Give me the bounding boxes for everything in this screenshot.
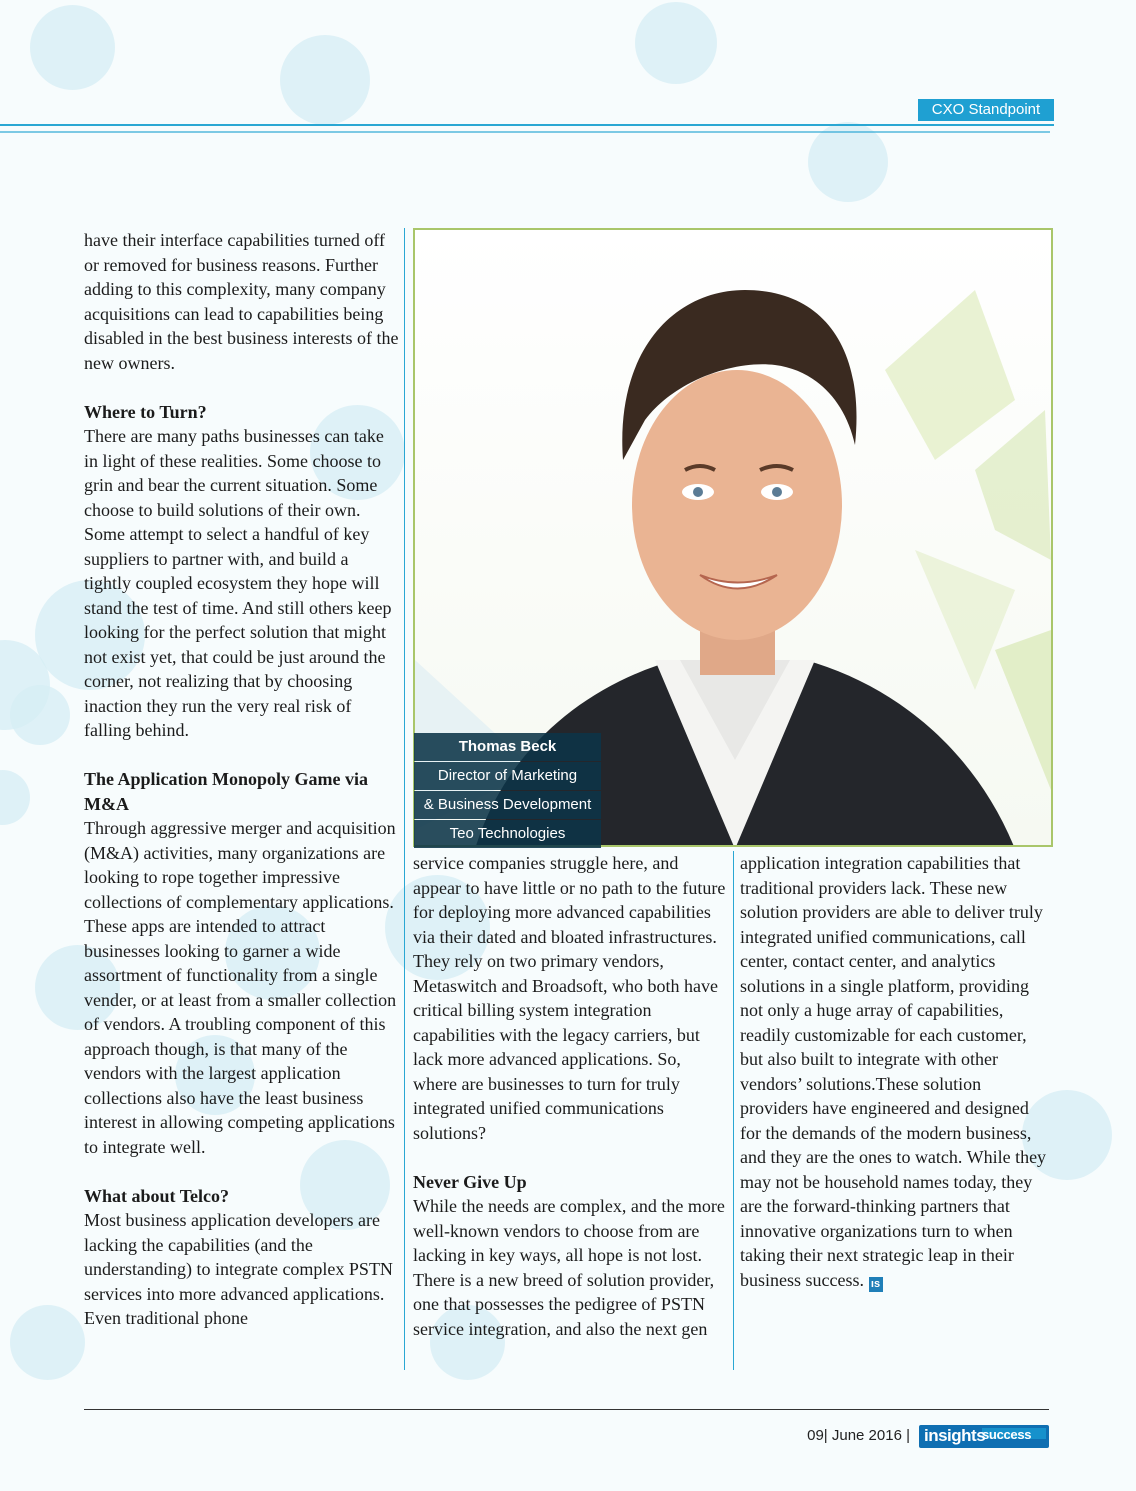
paragraph: Most business application developers are lacking the capabilities (and the understanding) to integrate complex PSTN services into more advanced applications. Even traditional phone xyxy=(84,1210,393,1328)
paragraph: While the needs are complex, and the more well-known vendors to choose from are lacking in key ways, all hope is not lost. There is a new breed of solution provider, one that possesses the pedigree of PSTN service integration, and also the next gen xyxy=(413,1196,725,1339)
page-info: 09| June 2016 | xyxy=(807,1427,910,1444)
background-bubble xyxy=(30,5,115,90)
caption-title-line2: & Business Development xyxy=(414,791,601,819)
paragraph-text: application integration capabilities that traditional providers lack. These new solution providers are able to deliver truly integrated unified communications, call center, contact center, and analytics solutions in a single platform, providing not only a huge array of capabilities, readily customizable for each customer, but also built to integrate with other vendors’ solutions.These solution providers have engineered and designed for the demands of the modern business, and they are the ones to watch. While they may not be household names today, they are the forward-thinking partners that innovative organizations turn to when taking their next strategic leap in their business success. xyxy=(740,853,1047,1290)
background-bubble xyxy=(808,122,888,202)
section-heading: Where to Turn? xyxy=(84,401,207,422)
logo-word-insights: insights xyxy=(924,1426,986,1445)
column-divider xyxy=(404,228,405,1370)
caption-company: Teo Technologies xyxy=(414,820,601,848)
background-bubble xyxy=(635,2,717,84)
middle-column xyxy=(413,851,728,1341)
footer-rule xyxy=(84,1409,1049,1410)
header-rule xyxy=(0,131,1050,133)
caption-title-line1: Director of Marketing xyxy=(414,762,601,790)
logo-word-success: success xyxy=(982,1427,1032,1442)
background-bubble xyxy=(10,1305,85,1380)
background-bubble xyxy=(280,35,370,125)
column-divider xyxy=(733,851,734,1370)
paragraph xyxy=(740,851,1052,1292)
caption-name: Thomas Beck xyxy=(414,733,601,761)
left-column xyxy=(84,228,399,1331)
paragraph: service companies struggle here, and appear to have little or no path to the future for deploying more advanced capabilities via their dated and bloated infrastructures. They rely on two primary vendors, Metaswitch and Broadsoft, who both have critical billing system integration capabilities with the legacy carriers, but lack more advanced applications. So, where are businesses to turn for truly integrated unified communications solutions? xyxy=(413,853,726,1143)
end-mark-icon: ıs xyxy=(869,1277,883,1292)
header-rule xyxy=(0,124,1054,126)
background-bubble xyxy=(10,685,70,745)
section-label: CXO Standpoint xyxy=(918,99,1054,121)
background-bubble xyxy=(0,770,30,825)
right-column xyxy=(740,851,1052,1292)
paragraph: There are many paths businesses can take in light of these realities. Some choose to grin and bear the current situation. Some choose to build solutions of their own. Some attempt to select a handful of key suppliers to partner with, and build a tightly coupled ecosystem they hope will stand the test of time. And still others keep looking for the perfect solution that might not exist yet, that could be just around the corner, not realizing that by choosing inaction they run the very real risk of falling behind. xyxy=(84,426,392,740)
section-heading: The Application Monopoly Game via M&A xyxy=(84,769,369,814)
paragraph: have their interface capabilities turned off or removed for business reasons. Further adding to this complexity, many company acquisitions can lead to capabilities being disabled in the best business interests of the new owners. xyxy=(84,230,399,373)
paragraph: Through aggressive merger and acquisition (M&A) activities, many organizations are looking to rope together impressive collections of complementary applications. These apps are intended to attract businesses looking to garner a wide assortment of functionality from a single vender, or at least from a smaller collection of vendors. A troubling component of this approach though, is that many of the vendors with the largest application collections also have the least business interest in allowing competing applications to integrate well. xyxy=(84,818,397,1157)
section-heading: What about Telco? xyxy=(84,1185,230,1206)
insights-success-logo xyxy=(919,1425,1049,1448)
section-heading: Never Give Up xyxy=(413,1171,527,1192)
